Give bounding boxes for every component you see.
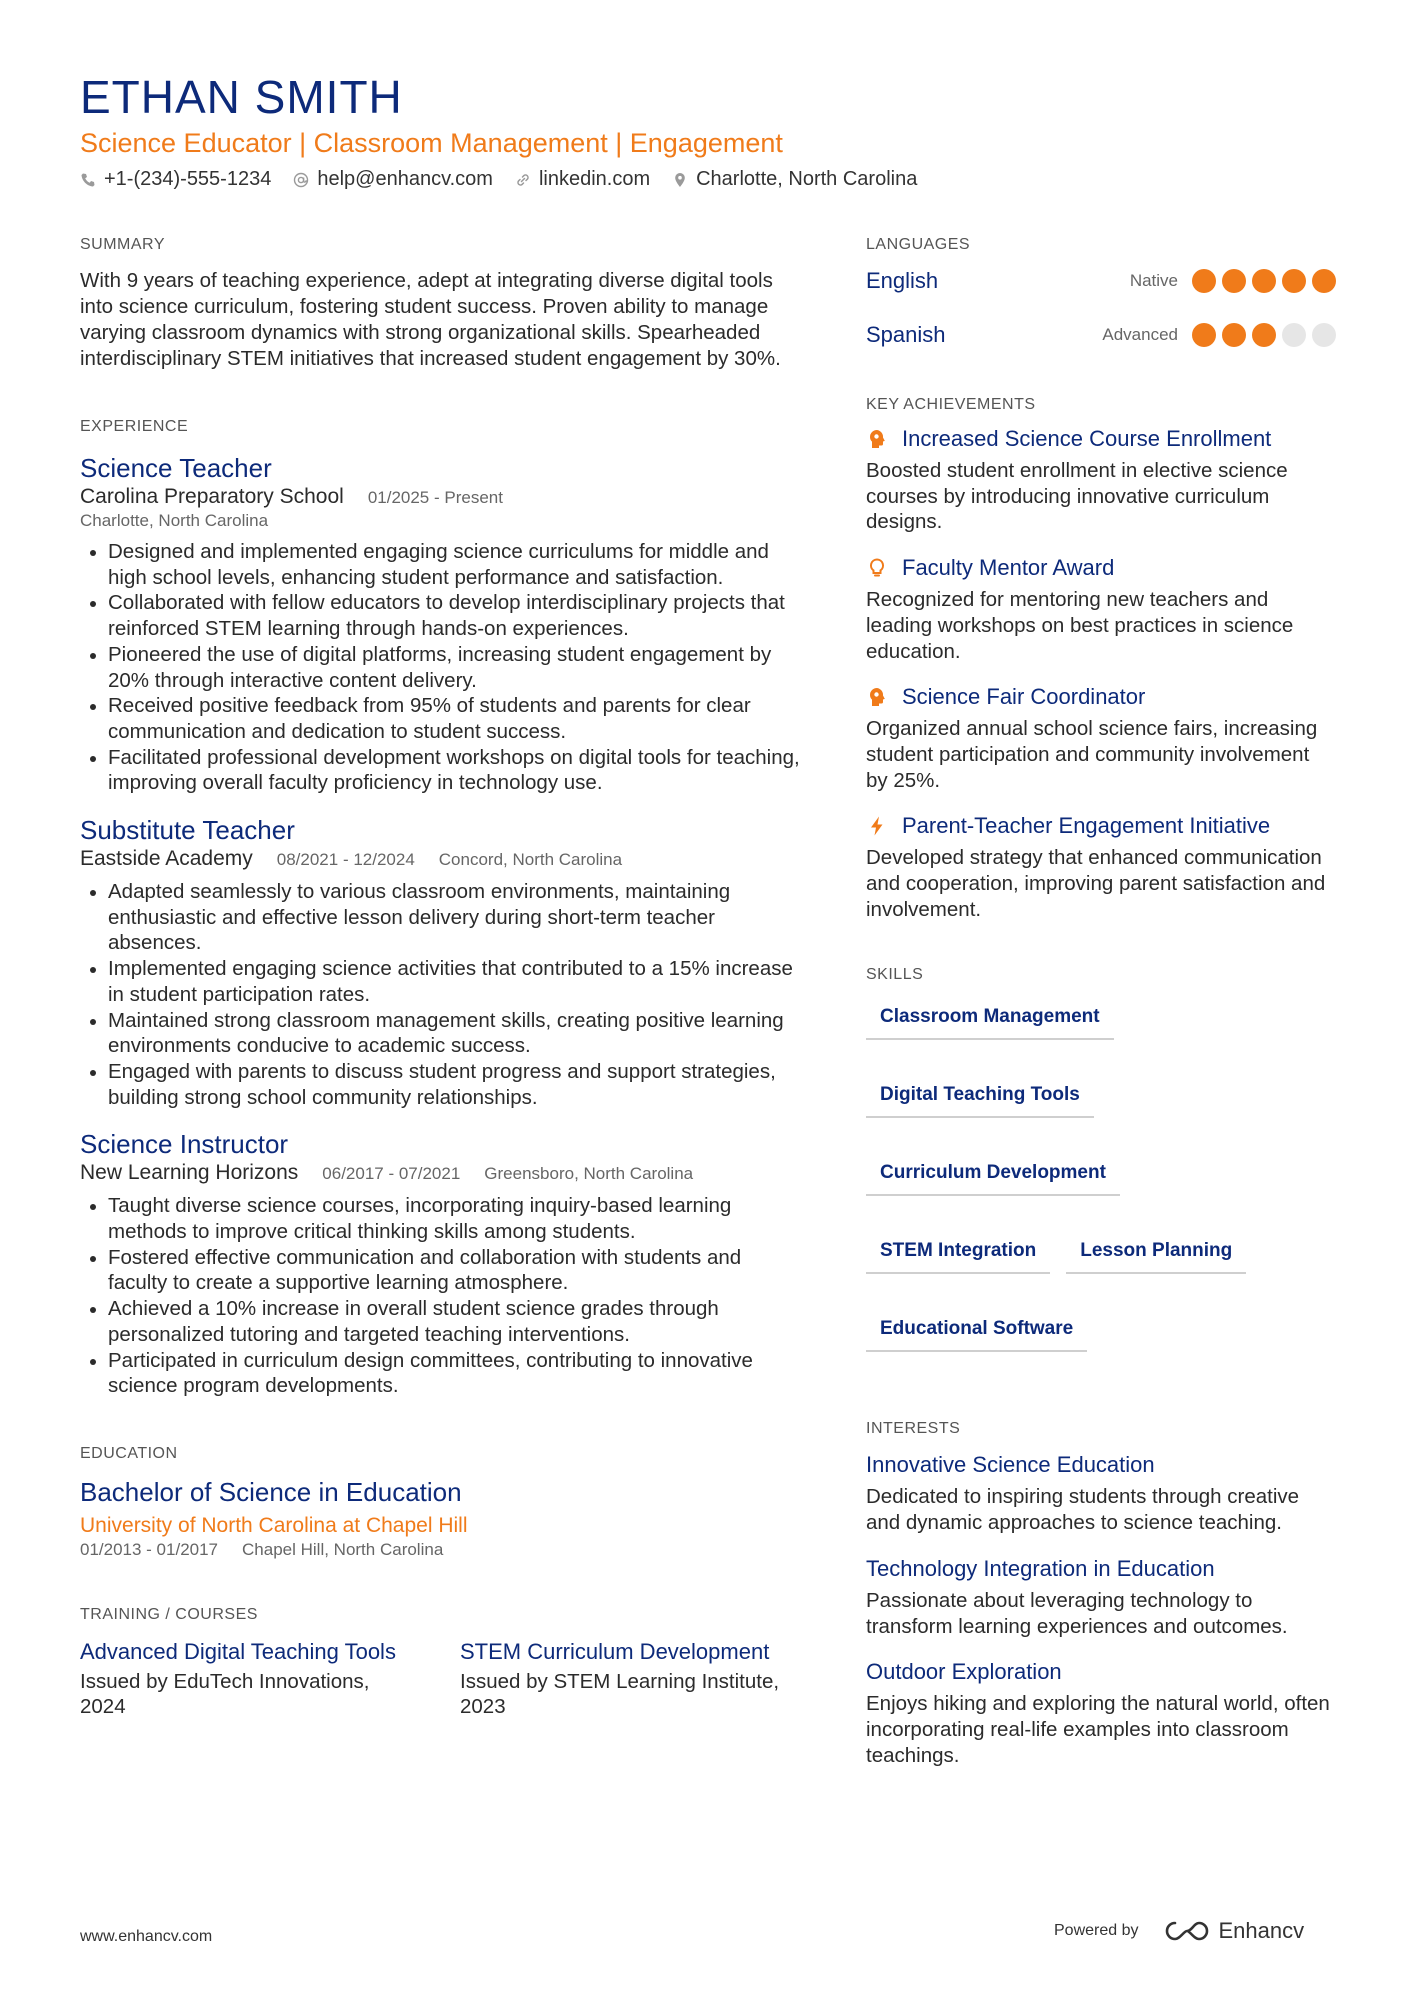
training-list xyxy=(80,1638,800,1719)
rating-dot-filled xyxy=(1222,269,1246,293)
experience-item xyxy=(80,814,800,1110)
summary-heading: SUMMARY xyxy=(80,236,165,253)
phone-icon xyxy=(80,172,96,188)
experience-heading: EXPERIENCE xyxy=(80,418,189,435)
contact-email[interactable] xyxy=(293,168,493,191)
training-item xyxy=(460,1638,780,1719)
language-level: Advanced xyxy=(1102,325,1178,344)
job-meta xyxy=(80,1161,800,1185)
job-bullet: Received positive feedback from 95% of students and parents for clear communication and dedication to student success. xyxy=(80,693,800,744)
language-rating xyxy=(1192,269,1336,293)
skill-tag: Digital Teaching Tools xyxy=(866,1076,1094,1118)
achievement-desc: Boosted student enrollment in elective science courses by introducing innovative curriculum designs. xyxy=(866,459,1288,534)
job-bullet: Engaged with parents to discuss student progress and support strategies, building strong school community relationships. xyxy=(80,1059,800,1110)
rating-dot-filled xyxy=(1252,323,1276,347)
education-location: Chapel Hill, North Carolina xyxy=(242,1539,444,1559)
job-bullet: Adapted seamlessly to various classroom environments, maintaining enthusiastic and effective lesson delivery during short-term teacher absences. xyxy=(80,879,800,956)
experience-item xyxy=(80,452,800,796)
language-name: English xyxy=(866,268,939,293)
interest-title: Outdoor Exploration xyxy=(866,1659,1062,1685)
training-title: STEM Curriculum Development xyxy=(460,1638,770,1664)
contact-location xyxy=(672,168,917,191)
interests-heading: INTERESTS xyxy=(866,1420,961,1438)
achievement-title: Increased Science Course Enrollment xyxy=(902,426,1272,451)
linkedin-text[interactable]: linkedin.com xyxy=(538,168,651,190)
phone-text: +1-(234)-555-1234 xyxy=(104,168,272,190)
language-item xyxy=(866,308,1336,362)
job-bullets xyxy=(80,879,800,1110)
language-name: Spanish xyxy=(866,322,946,347)
job-bullets xyxy=(80,1193,800,1399)
job-bullet: Facilitated professional development workshops on digital tools for teaching, improving overall faculty proficiency in technology use. xyxy=(80,745,800,796)
footer-website[interactable]: www.enhancv.com xyxy=(80,1928,213,1945)
job-title: Science Instructor xyxy=(80,1129,289,1160)
job-bullet: Pioneered the use of digital platforms, increasing student engagement by 20% through interactive content delivery. xyxy=(80,642,800,693)
right-column xyxy=(866,236,1336,1768)
link-icon xyxy=(515,172,531,188)
interest-item xyxy=(866,1452,1336,1535)
language-rating xyxy=(1192,323,1336,347)
job-meta xyxy=(80,847,800,871)
job-location: Charlotte, North Carolina xyxy=(80,511,269,530)
achievement-item xyxy=(866,426,1336,535)
interest-item xyxy=(866,1556,1336,1639)
location-text: Charlotte, North Carolina xyxy=(696,168,918,190)
rating-dot-filled xyxy=(1192,323,1216,347)
brand-name: Enhancv xyxy=(1218,1918,1305,1943)
rating-dot-filled xyxy=(1252,269,1276,293)
achievement-item xyxy=(866,555,1336,664)
education-dates: 01/2013 - 01/2017 xyxy=(80,1539,219,1559)
skill-tag: Curriculum Development xyxy=(866,1154,1120,1196)
training-title: Advanced Digital Teaching Tools xyxy=(80,1638,396,1664)
language-item xyxy=(866,254,1336,308)
contact-linkedin[interactable] xyxy=(515,168,650,191)
achievement-item xyxy=(866,813,1336,922)
interest-item xyxy=(866,1659,1336,1768)
job-bullet: Participated in curriculum design committees, contributing to innovative science program developments. xyxy=(80,1348,800,1399)
skill-tag: Classroom Management xyxy=(866,998,1114,1040)
job-location: Greensboro, North Carolina xyxy=(484,1164,694,1184)
job-bullets xyxy=(80,539,800,796)
achievement-desc: Recognized for mentoring new teachers and leading workshops on best practices in science education. xyxy=(866,588,1294,663)
brain-head-icon xyxy=(866,428,888,450)
rating-dot-filled xyxy=(1222,323,1246,347)
job-bullet: Designed and implemented engaging science curriculums for middle and high school levels, enhancing student performance and satisfaction. xyxy=(80,539,800,590)
at-icon xyxy=(293,172,309,188)
candidate-name: ETHAN SMITH xyxy=(80,71,403,123)
company-name: Eastside Academy xyxy=(80,847,253,871)
achievement-title: Faculty Mentor Award xyxy=(902,555,1115,581)
interest-title: Technology Integration in Education xyxy=(866,1555,1215,1581)
job-bullet: Implemented engaging science activities that contributed to a 15% increase in student participation rates. xyxy=(80,956,800,1007)
interest-desc: Dedicated to inspiring students through creative and dynamic approaches to science teaching. xyxy=(866,1485,1300,1535)
job-location: Concord, North Carolina xyxy=(438,850,623,870)
job-meta xyxy=(80,485,800,509)
brand-logo[interactable] xyxy=(1163,1918,1305,1944)
achievement-item xyxy=(866,684,1336,793)
summary-text: With 9 years of teaching experience, adept at integrating diverse digital tools into science curriculum, fostering student success. Proven ability to manage varying classroom dynamics with strong organizational skills. Spearheaded interdisciplinary STEM initiatives that increased student engagement by 30%. xyxy=(80,269,781,370)
job-bullet: Maintained strong classroom management skills, creating positive learning environments conducive to academic success. xyxy=(80,1008,800,1059)
skills-list xyxy=(866,998,1336,1352)
language-level: Native xyxy=(1129,271,1178,290)
job-bullet: Collaborated with fellow educators to develop interdisciplinary projects that reinforced STEM learning through hands-on experiences. xyxy=(80,590,800,641)
contact-phone xyxy=(80,168,271,191)
candidate-tagline: Science Educator | Classroom Management | Engagement xyxy=(80,128,783,158)
brain-head-icon xyxy=(866,686,888,708)
lightbulb-icon xyxy=(866,557,888,579)
rating-dot-filled xyxy=(1312,269,1336,293)
footer-branding xyxy=(1054,1918,1304,1944)
experience-item xyxy=(80,1128,800,1399)
skill-tag: Educational Software xyxy=(866,1310,1087,1352)
education-heading: EDUCATION xyxy=(80,1444,178,1462)
achievement-desc: Organized annual school science fairs, increasing student participation and community involvement by 25%. xyxy=(866,717,1318,792)
job-title: Substitute Teacher xyxy=(80,815,295,846)
skill-tag: Lesson Planning xyxy=(1066,1232,1246,1274)
job-dates: 08/2021 - 12/2024 xyxy=(276,850,415,870)
enhancv-logo-icon xyxy=(1163,1918,1211,1944)
education-meta xyxy=(80,1540,800,1560)
lightning-icon xyxy=(866,815,888,837)
rating-dot-empty xyxy=(1312,323,1336,347)
job-dates: 01/2025 - Present xyxy=(367,488,503,507)
powered-by-text: Powered by xyxy=(1054,1922,1139,1939)
training-desc: Issued by EduTech Innovations, 2024 xyxy=(80,1669,370,1718)
achievements-heading: KEY ACHIEVEMENTS xyxy=(866,396,1036,413)
degree-title: Bachelor of Science in Education xyxy=(80,1476,462,1507)
interest-title: Innovative Science Education xyxy=(866,1452,1155,1478)
rating-dot-empty xyxy=(1282,323,1306,347)
job-bullet: Taught diverse science courses, incorporating inquiry-based learning methods to improve critical thinking skills among students. xyxy=(80,1193,800,1244)
training-heading: TRAINING / COURSES xyxy=(80,1605,258,1623)
job-dates: 06/2017 - 07/2021 xyxy=(322,1164,461,1184)
interest-desc: Enjoys hiking and exploring the natural world, often incorporating real-life examples into classroom teachings. xyxy=(866,1692,1330,1767)
job-bullet: Achieved a 10% increase in overall student science grades through personalized tutoring and targeted teaching interventions. xyxy=(80,1296,800,1347)
training-item xyxy=(80,1638,400,1719)
job-title: Science Teacher xyxy=(80,453,272,483)
skill-tag: STEM Integration xyxy=(866,1232,1050,1274)
skills-heading: SKILLS xyxy=(866,966,924,984)
company-name: Carolina Preparatory School xyxy=(80,485,344,508)
training-desc: Issued by STEM Learning Institute, 2023 xyxy=(460,1669,780,1718)
achievement-title: Science Fair Coordinator xyxy=(902,684,1146,710)
languages-heading: LANGUAGES xyxy=(866,236,971,253)
contact-bar xyxy=(80,168,917,191)
location-pin-icon xyxy=(672,172,688,188)
rating-dot-filled xyxy=(1192,269,1216,293)
achievement-desc: Developed strategy that enhanced communication and cooperation, improving parent satisfaction and involvement. xyxy=(866,846,1326,921)
company-name: New Learning Horizons xyxy=(80,1161,299,1185)
email-text[interactable]: help@enhancv.com xyxy=(317,168,493,190)
rating-dot-filled xyxy=(1282,269,1306,293)
job-bullet: Fostered effective communication and collaboration with students and faculty to create a supportive learning atmosphere. xyxy=(80,1245,800,1296)
achievement-title: Parent-Teacher Engagement Initiative xyxy=(902,813,1271,839)
interest-desc: Passionate about leveraging technology to transform learning experiences and outcomes. xyxy=(866,1588,1288,1638)
left-column xyxy=(80,236,800,1719)
school-name: University of North Carolina at Chapel Hill xyxy=(80,1513,468,1537)
